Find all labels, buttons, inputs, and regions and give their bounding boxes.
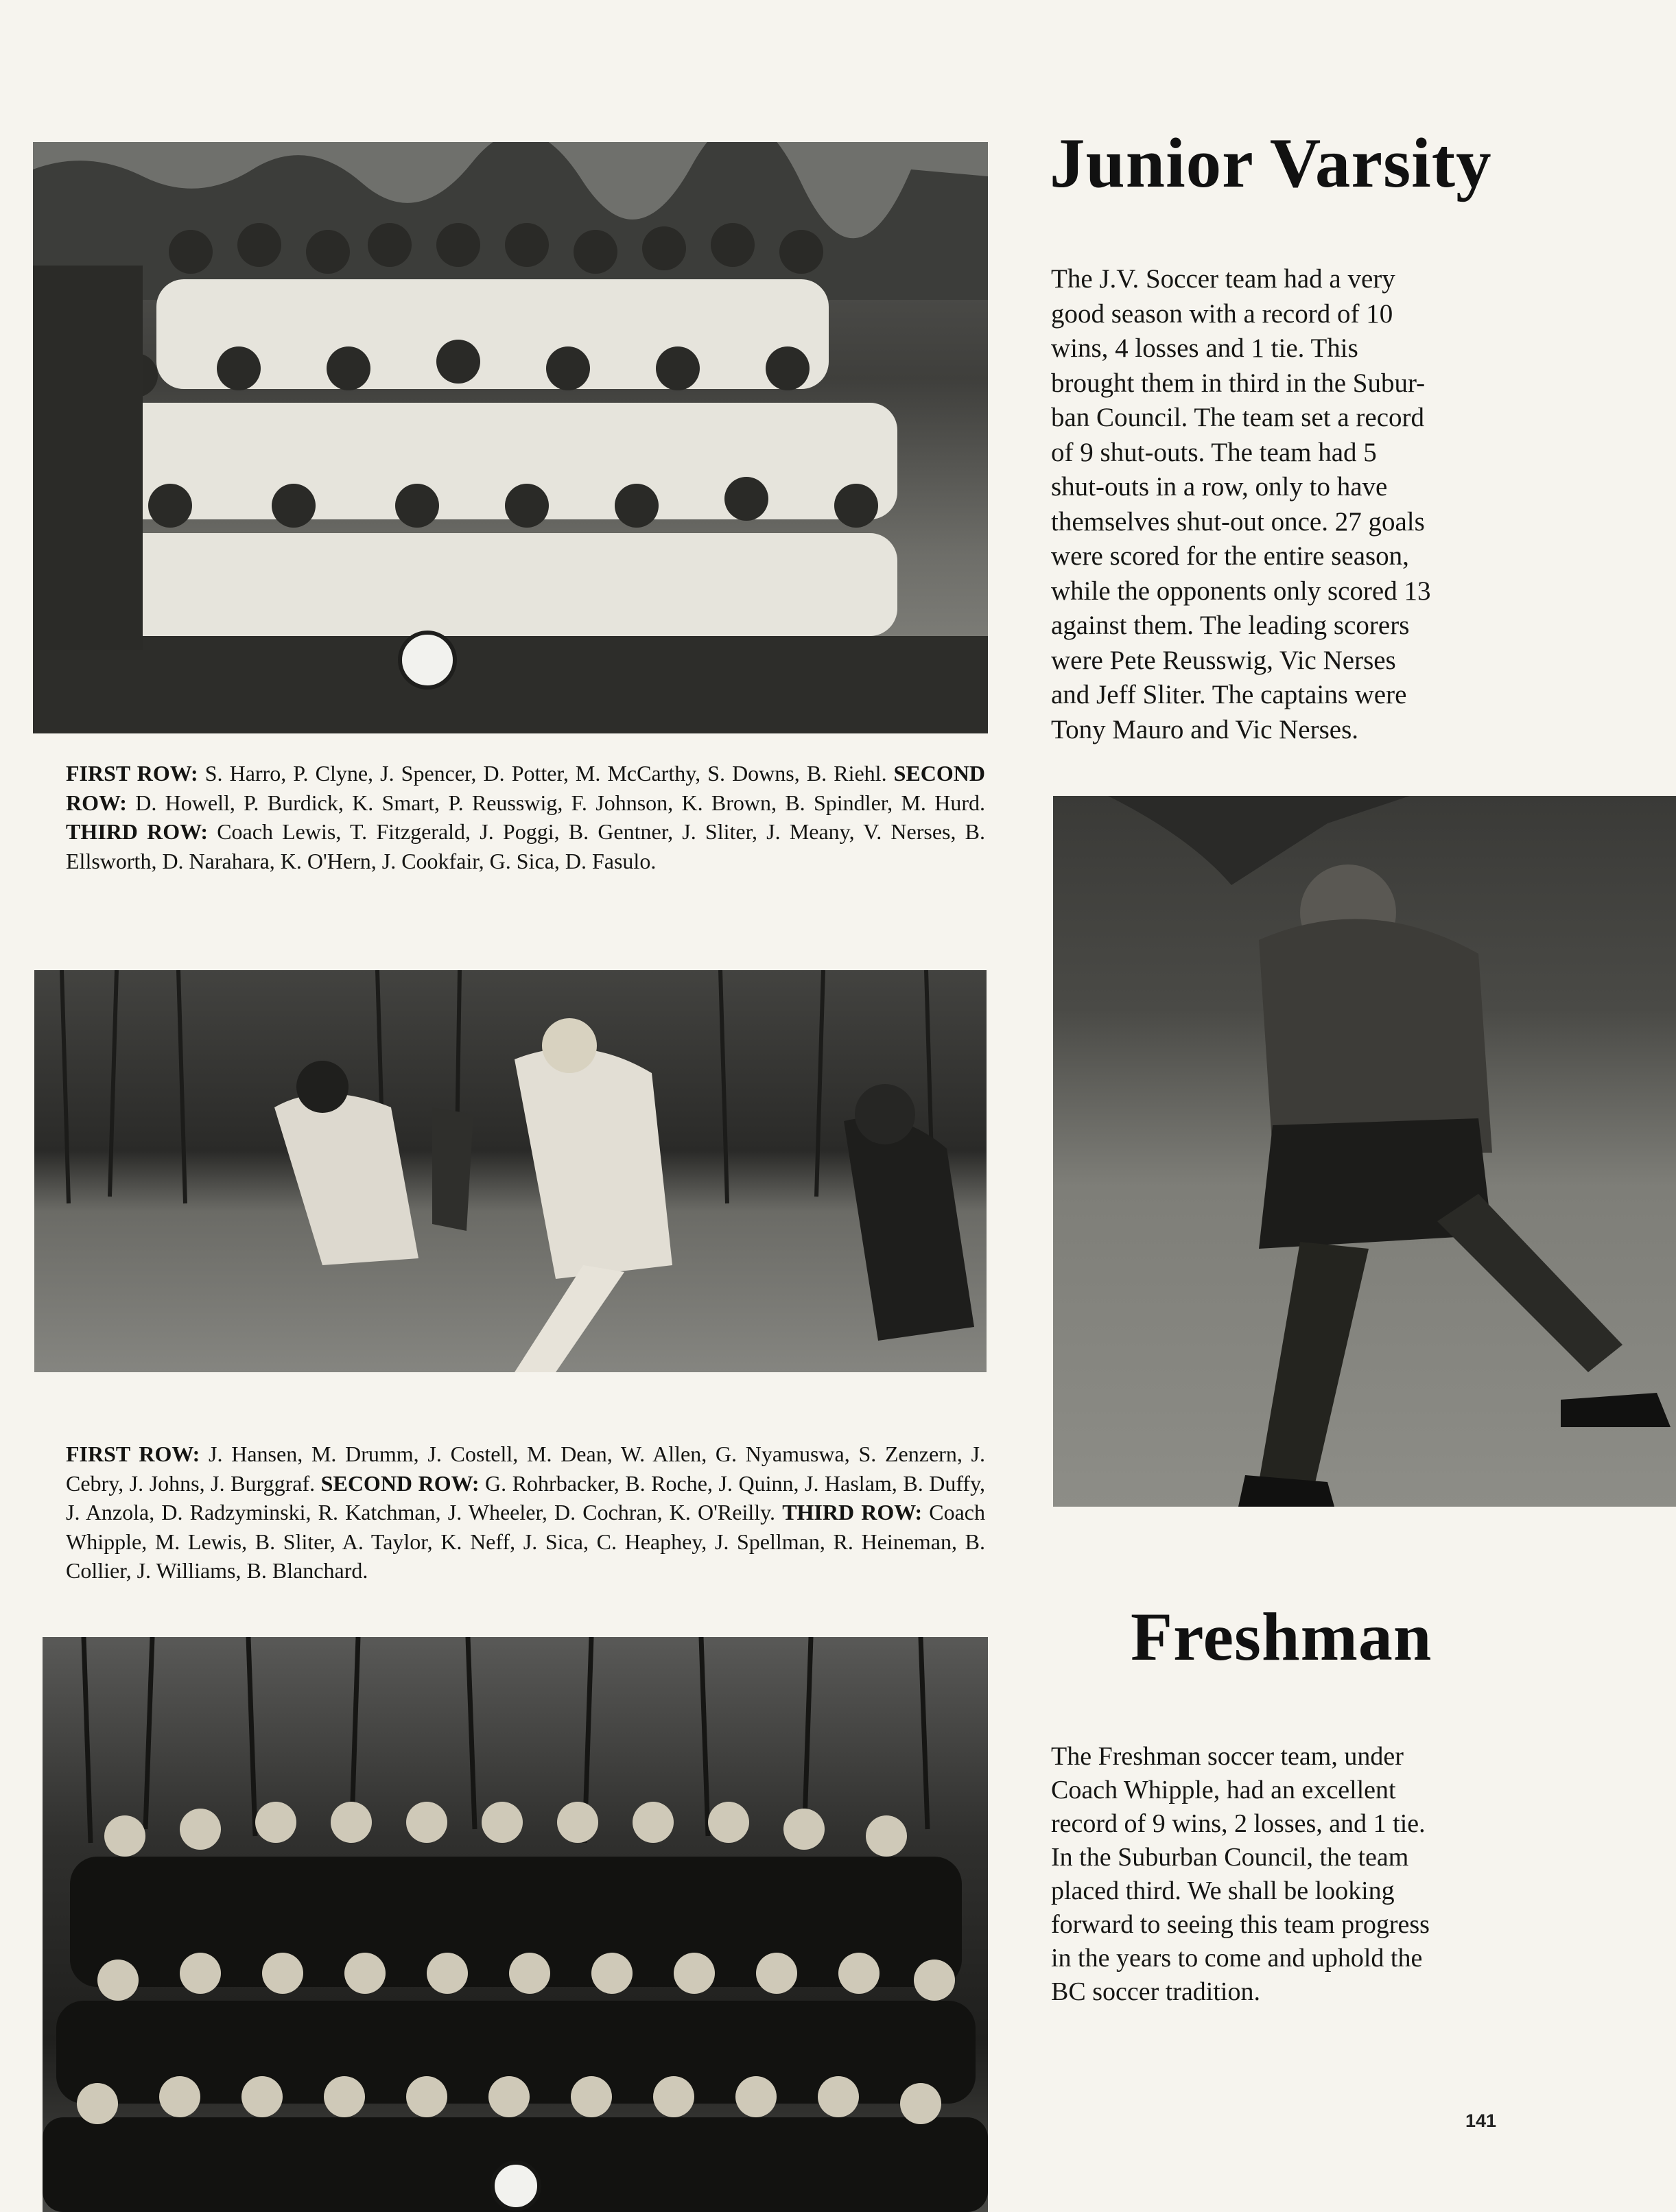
jv-line: Tony Mauro and Vic Nerses. xyxy=(1051,714,1359,744)
caption-row-names: D. Howell, P. Burdick, K. Smart, P. Reusswig, F. Johnson, K. Brown, B. Spindler, M. Hurd. xyxy=(126,790,985,815)
freshman-line: Coach Whipple, had an excellent xyxy=(1051,1776,1396,1804)
freshman-line: In the Suburban Council, the team xyxy=(1051,1843,1409,1872)
freshman-team-caption xyxy=(66,1439,985,1586)
freshman-line: The Freshman soccer team, under xyxy=(1051,1742,1404,1771)
freshman-line: BC soccer tradition. xyxy=(1051,1977,1260,2006)
caption-row-names: G. Rohrbacker, B. Roche, J. Quinn, J. Haslam, B. Duffy, J. Anzola, D. Radzyminski, R. Katchman, J. Wheeler, D. Cochran, K. O'Reilly. xyxy=(66,1470,986,1525)
jv-line: against them. The leading scorers xyxy=(1051,611,1410,640)
jv-line: good season with a record of 10 xyxy=(1051,298,1393,329)
page-number: 141 xyxy=(1465,2110,1497,2131)
freshman-heading: Freshman xyxy=(1131,1599,1432,1675)
caption-row-label: FIRST ROW: xyxy=(66,1442,200,1466)
jv-line: themselves shut-out once. 27 goals xyxy=(1051,506,1425,537)
jv-line: of 9 shut-outs. The team had 5 xyxy=(1051,437,1377,467)
caption-row-names: Coach Lewis, T. Fitzgerald, J. Poggi, B. Gentner, J. Sliter, J. Meany, V. Nerses, B. Ellsworth, D. Narahara, K. O'Hern, J. Cookfair, G. Sica, D. Fasulo. xyxy=(66,819,986,873)
caption-row-names: S. Harro, P. Clyne, J. Spencer, D. Potter, M. McCarthy, S. Downs, B. Riehl. xyxy=(198,761,894,786)
jv-line: were Pete Reusswig, Vic Nerses xyxy=(1051,645,1396,675)
freshman-team-photo xyxy=(43,1637,988,2212)
jv-line: brought them in third in the Subur- xyxy=(1051,368,1426,398)
jv-line: were scored for the entire season, xyxy=(1051,541,1409,571)
jv-heading: Junior Varsity xyxy=(1050,124,1492,202)
game-action-photo xyxy=(34,970,987,1372)
jv-team-photo xyxy=(33,142,988,733)
jv-line: The J.V. Soccer team had a very xyxy=(1051,264,1395,294)
freshman-paragraph xyxy=(1051,1740,1531,2009)
kicker-action-photo xyxy=(1053,796,1676,1507)
freshman-line: forward to seeing this team progress xyxy=(1051,1910,1430,1939)
jv-line: wins, 4 losses and 1 tie. This xyxy=(1051,333,1358,363)
jv-line: while the opponents only scored 13 xyxy=(1051,576,1431,606)
caption-row-label: SECOND ROW: xyxy=(66,761,986,815)
jv-line: and Jeff Sliter. The captains were xyxy=(1051,680,1407,709)
caption-row-label: THIRD ROW: xyxy=(782,1500,923,1525)
caption-row-label: FIRST ROW: xyxy=(66,761,198,786)
caption-row-label: SECOND ROW: xyxy=(320,1470,480,1496)
freshman-line: in the years to come and uphold the xyxy=(1051,1944,1423,1973)
freshman-line: placed third. We shall be looking xyxy=(1051,1876,1395,1905)
freshman-line: record of 9 wins, 2 losses, and 1 tie. xyxy=(1051,1809,1426,1838)
caption-row-names: Coach Whipple, M. Lewis, B. Sliter, A. Taylor, K. Neff, J. Sica, C. Heaphey, J. Spellman, R. Heineman, B. Collier, J. Williams, B. Blanchard. xyxy=(66,1500,986,1583)
jv-line: ban Council. The team set a record xyxy=(1051,403,1425,432)
caption-row-label: THIRD ROW: xyxy=(66,819,208,844)
jv-line: shut-outs in a row, only to have xyxy=(1051,472,1388,502)
jv-team-caption xyxy=(66,759,985,875)
jv-paragraph xyxy=(1051,262,1518,747)
caption-row-names: J. Hansen, M. Drumm, J. Costell, M. Dean, W. Allen, G. Nyamuswa, S. Zenzern, J. Cebry, J. Johns, J. Burggraf. xyxy=(66,1442,986,1496)
